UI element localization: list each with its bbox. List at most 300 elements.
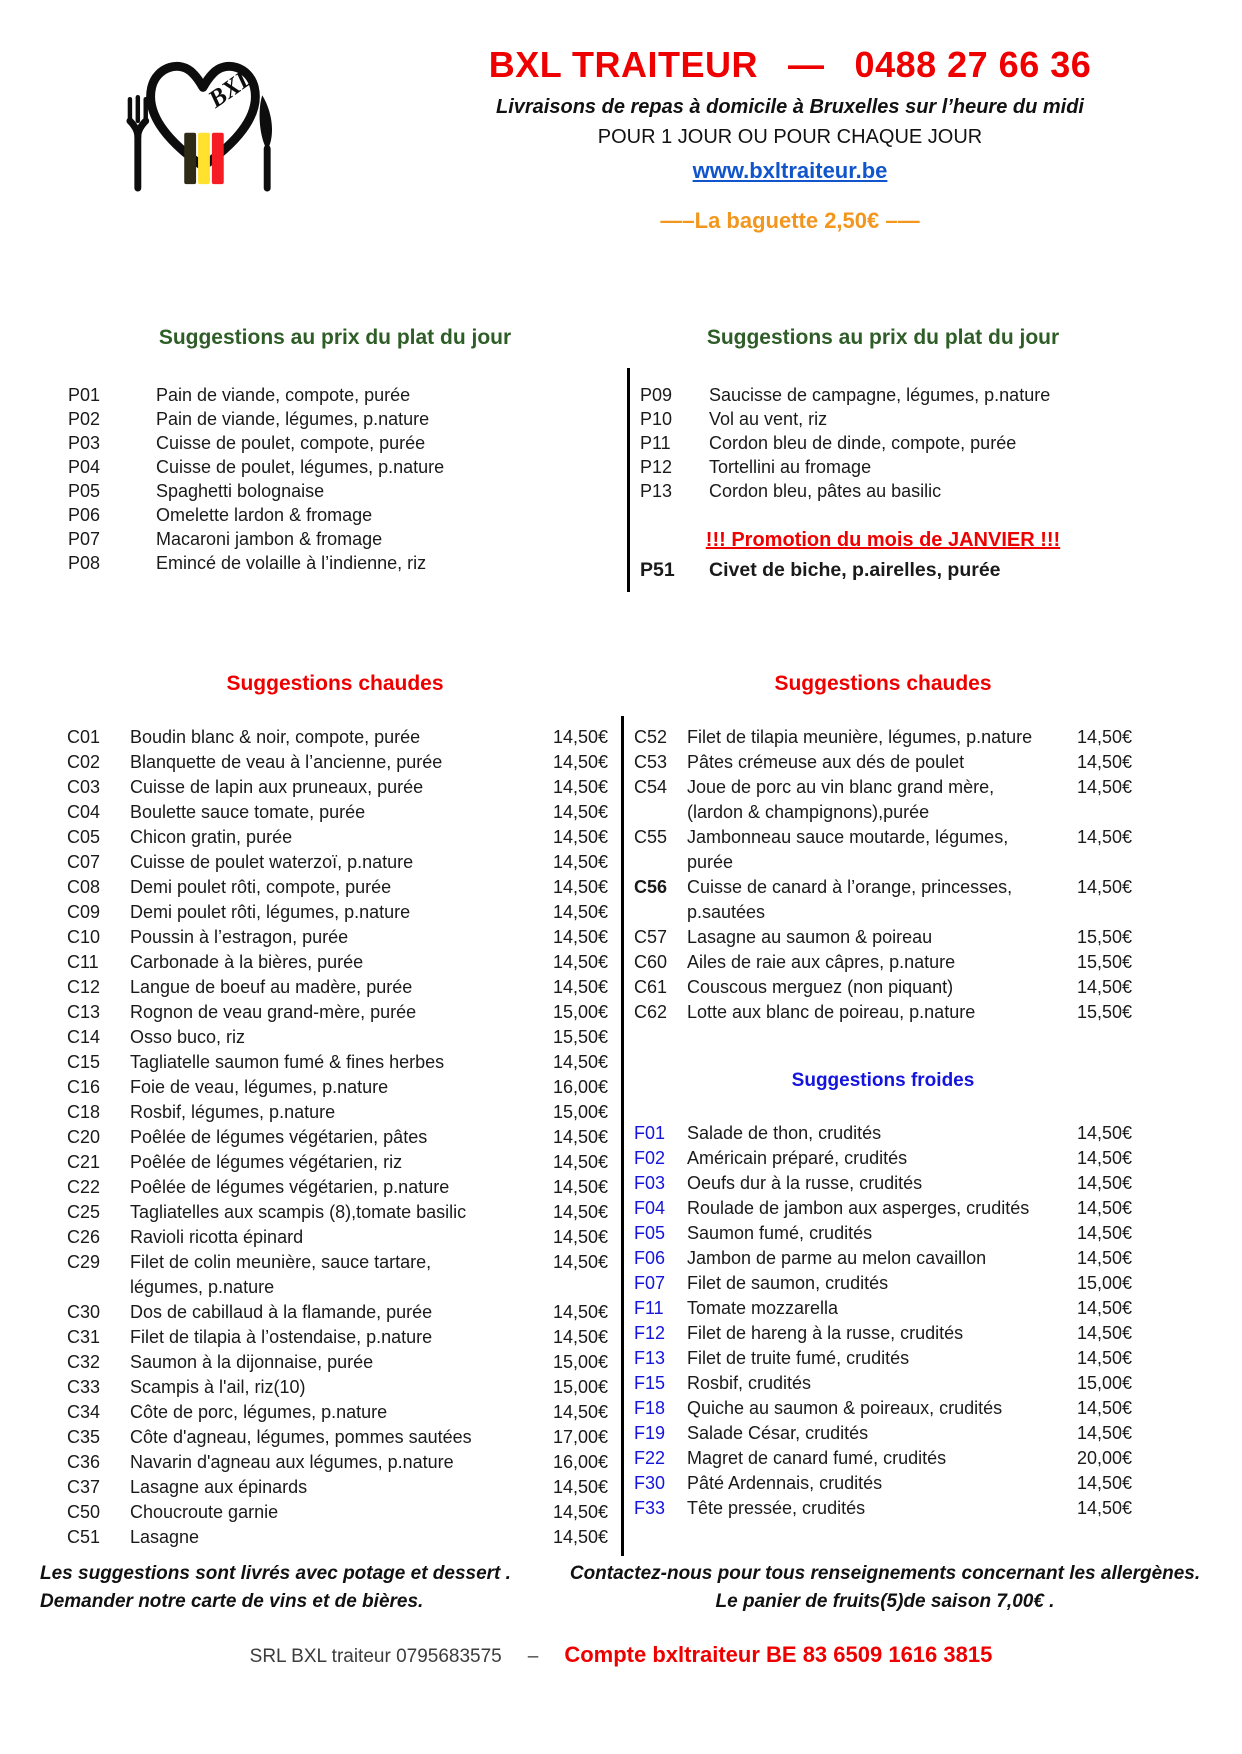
item-price: 14,50€ [552,927,608,947]
item-name [687,1196,1058,1221]
item-code: C13 [67,1002,101,1022]
item-code: C52 [634,727,668,747]
promo-heading: !!! Promotion du mois de JANVIER !!! [705,529,1061,551]
menu-item-row [62,1225,608,1250]
item-name-line1: Civet de biche, p.airelles, purée [709,559,1001,581]
item-code: F18 [634,1398,666,1418]
item-name [709,383,1132,407]
menu-item-row [634,1146,1132,1171]
item-name-line1: Salade de thon, crudités [687,1123,882,1143]
item-name-line1: Pain de viande, compote, purée [156,385,411,405]
item-name [130,800,534,825]
note-line: Les suggestions sont livrés avec potage et dessert . [40,1563,511,1584]
menu-item-row [634,1000,1132,1025]
item-code: F22 [634,1448,666,1468]
item-name-line1: Filet de colin meunière, sauce tartare, [130,1252,432,1272]
item-name [687,1271,1058,1296]
item-code: C34 [67,1402,101,1422]
item-name-line1: Lasagne [130,1527,200,1547]
brand-name: BXL TRAITEUR [488,44,759,85]
item-price: 14,50€ [552,802,608,822]
item-name [687,950,1058,975]
item-name [709,431,1132,455]
item-code: F19 [634,1423,666,1443]
menu-item-row [62,925,608,950]
item-price: 14,50€ [1076,752,1132,772]
menu-item-row [634,875,1132,925]
item-price: 14,50€ [1076,777,1132,797]
item-code: C14 [67,1027,101,1047]
item-price: 14,50€ [552,727,608,747]
item-code: C61 [634,977,668,997]
menu-item-row [62,1450,608,1475]
menu-item-row [62,1375,608,1400]
menu-item-row [62,725,608,750]
baguette-note: —–La baguette 2,50€ –— [660,208,920,233]
menu-item-row [634,1246,1132,1271]
item-name [687,1221,1058,1246]
item-code: C30 [67,1302,101,1322]
section-heading: Suggestions au prix du plat du jour [158,326,512,349]
item-price: 14,50€ [1076,977,1132,997]
item-name-line1: Lasagne aux épinards [130,1477,308,1497]
item-price: 14,50€ [1076,1123,1132,1143]
menu-item-row [634,825,1132,875]
item-name-line1: Lotte aux blanc de poireau, p.nature [687,1002,976,1022]
bank-account: Compte bxltraiteur BE 83 6509 1616 3815 [564,1642,993,1667]
item-name-line1: Rosbif, légumes, p.nature [130,1102,336,1122]
item-name-line1: Choucroute garnie [130,1502,279,1522]
item-name [130,975,534,1000]
item-name [130,1125,534,1150]
menu-item-row [62,1425,608,1450]
item-code: C29 [67,1252,101,1272]
title-dash: — [788,44,825,85]
menu-item-row [62,900,608,925]
item-name-line2: (lardon & champignons),purée [687,802,930,822]
phone-number: 0488 27 66 36 [854,44,1092,85]
item-price: 15,00€ [1076,1373,1132,1393]
item-name [687,1121,1058,1146]
item-name [130,1300,534,1325]
item-code: F33 [634,1498,666,1518]
menu-item-row [62,551,608,575]
item-name-line2: légumes, p.nature [130,1277,275,1297]
item-name-line1: Poêlée de légumes végétarien, p.nature [130,1177,450,1197]
item-code: F02 [634,1148,666,1168]
item-name-line1: Cuisse de poulet, compote, purée [156,433,426,453]
item-price: 15,50€ [1076,927,1132,947]
menu-item-row [634,1346,1132,1371]
item-price: 14,50€ [552,1527,608,1547]
menu-item-row [62,875,608,900]
menu-item-row [634,750,1132,775]
subtitle: Livraisons de repas à domicile à Bruxelles sur l’heure du midi [496,96,1084,118]
item-name-line1: Langue de boeuf au madère, purée [130,977,413,997]
item-code: C32 [67,1352,101,1372]
item-price: 14,50€ [1076,1398,1132,1418]
item-name-line1: Tortellini au fromage [709,457,872,477]
item-code: C22 [67,1177,101,1197]
menu-item-row [62,1200,608,1225]
item-price: 16,00€ [552,1077,608,1097]
item-name-line1: Filet de truite fumé, crudités [687,1348,910,1368]
item-name-line1: Tagliatelle saumon fumé & fines herbes [130,1052,445,1072]
menu-item-row [62,1075,608,1100]
item-price: 14,50€ [552,877,608,897]
item-name [130,1000,534,1025]
item-name-line1: Roulade de jambon aux asperges, crudités [687,1198,1030,1218]
item-name [130,1075,534,1100]
menu-item-row [634,1396,1132,1421]
item-code: C02 [67,752,101,772]
menu-item-row [634,1196,1132,1221]
menu-item-row [634,1421,1132,1446]
item-code: C26 [67,1227,101,1247]
menu-item-row [634,1471,1132,1496]
item-code: C15 [67,1052,101,1072]
page-title [340,44,1240,86]
item-code: C16 [67,1077,101,1097]
menu-item-row [634,431,1132,455]
item-name [156,431,608,455]
item-code: C20 [67,1127,101,1147]
item-name-line1: Spaghetti bolognaise [156,481,325,501]
item-name-line1: Rognon de veau grand-mère, purée [130,1002,417,1022]
note-line: Contactez-nous pour tous renseignements concernant les allergènes. [569,1563,1201,1584]
item-name-line1: Scampis à l'ail, riz(10) [130,1377,306,1397]
item-name-line1: Demi poulet rôti, légumes, p.nature [130,902,411,922]
bxl-logo-graphic [124,38,282,196]
item-name-line1: Dos de cabillaud à la flamande, purée [130,1302,433,1322]
item-name-line1: Filet de tilapia à l’ostendaise, p.nature [130,1327,433,1347]
item-name-line1: Quiche au saumon & poireaux, crudités [687,1398,1003,1418]
section-heading: Suggestions chaudes [226,672,444,695]
item-price: 15,50€ [1076,1002,1132,1022]
item-price: 14,50€ [1076,1323,1132,1343]
item-price: 14,50€ [552,1327,608,1347]
item-name [709,557,1132,584]
item-price: 14,50€ [1076,1223,1132,1243]
chaudes-right-list [634,725,1132,1025]
item-name [130,1225,534,1250]
item-name [130,1025,534,1050]
item-name-line1: Tomate mozzarella [687,1298,839,1318]
promo-list [634,557,1132,584]
item-code: C51 [67,1527,101,1547]
item-price: 14,50€ [1076,1298,1132,1318]
item-price: 14,50€ [552,1227,608,1247]
item-code: C37 [67,1477,101,1497]
item-price: 17,00€ [552,1427,608,1447]
item-code: C57 [634,927,668,947]
item-name-line2: purée [687,852,734,872]
fork-icon [130,97,146,188]
item-price: 15,00€ [552,1352,608,1372]
item-code: P10 [640,409,673,429]
item-name [687,1471,1058,1496]
logo-text: BXL [203,63,259,114]
menu-item-row [62,950,608,975]
item-code: C31 [67,1327,101,1347]
menu-item-row [62,1300,608,1325]
item-name-line1: Côte de porc, légumes, p.nature [130,1402,388,1422]
item-code: C10 [67,927,101,947]
menu-item-row [62,1475,608,1500]
menu-item-row [62,1100,608,1125]
item-name [130,1325,534,1350]
item-name-line1: Osso buco, riz [130,1027,246,1047]
item-name [130,1100,534,1125]
section-heading: Suggestions chaudes [774,672,992,695]
item-name [130,775,534,800]
item-price: 14,50€ [1076,1473,1132,1493]
item-code: P01 [68,385,101,405]
item-name [130,1475,534,1500]
item-name [687,750,1058,775]
item-code: C01 [67,727,101,747]
item-code: F15 [634,1373,666,1393]
item-code: F07 [634,1273,666,1293]
item-price: 20,00€ [1076,1448,1132,1468]
item-price: 14,50€ [1076,1423,1132,1443]
knife-icon [260,95,272,188]
menu-item-row [62,407,608,431]
tagline: POUR 1 JOUR OU POUR CHAQUE JOUR [597,126,983,148]
item-name [687,1446,1058,1471]
menu-item-row [62,383,608,407]
menu-item-row [62,1500,608,1525]
item-name [130,1175,534,1200]
item-code: C33 [67,1377,101,1397]
item-name [687,1421,1058,1446]
item-name [687,1321,1058,1346]
item-name [130,1525,534,1550]
item-price: 15,00€ [552,1002,608,1022]
item-code: P04 [68,457,101,477]
item-name-line1: Blanquette de veau à l’ancienne, purée [130,752,443,772]
section-plat-du-jour-left [62,326,608,575]
item-name [130,825,534,850]
item-name [687,1396,1058,1421]
menu-item-row [62,1150,608,1175]
item-name [687,725,1058,750]
menu-item-row [62,503,608,527]
item-name-line1: Magret de canard fumé, crudités [687,1448,947,1468]
item-code: C35 [67,1427,101,1447]
menu-item-row [62,1525,608,1550]
item-name-line1: Saumon fumé, crudités [687,1223,873,1243]
item-name [687,1496,1058,1521]
item-code: F04 [634,1198,666,1218]
menu-item-row [634,725,1132,750]
item-name [130,1150,534,1175]
item-code: P02 [68,409,101,429]
website-link[interactable]: www.bxltraiteur.be [692,158,888,183]
item-name-line1: Pâté Ardennais, crudités [687,1473,883,1493]
item-name [709,407,1132,431]
item-price: 14,50€ [552,1127,608,1147]
footer-bottom-line [0,1642,1242,1668]
item-code: P11 [640,433,671,453]
item-code: F11 [634,1298,664,1318]
section-chaudes-right [634,672,1132,1521]
item-name-line1: Poêlée de légumes végétarien, pâtes [130,1127,428,1147]
item-name-line1: Jambonneau sauce moutarde, légumes, [687,827,1009,847]
item-name [687,1296,1058,1321]
section-heading: Suggestions au prix du plat du jour [706,326,1060,349]
item-name [687,1246,1058,1271]
item-name [130,750,534,775]
item-name [687,825,1058,875]
item-code: C12 [67,977,101,997]
item-price: 14,50€ [1076,1248,1132,1268]
item-name [130,1200,534,1225]
item-code: C62 [634,1002,668,1022]
item-name-line1: Pain de viande, légumes, p.nature [156,409,430,429]
item-name [156,551,608,575]
item-code: P09 [640,385,673,405]
item-name-line1: Côte d'agneau, légumes, pommes sautées [130,1427,472,1447]
item-name-line1: Foie de veau, légumes, p.nature [130,1077,389,1097]
item-name-line1: Cuisse de poulet, légumes, p.nature [156,457,445,477]
item-name-line1: Poussin à l’estragon, purée [130,927,349,947]
menu-item-row [62,850,608,875]
menu-item-row [62,1400,608,1425]
item-name-line1: Boudin blanc & noir, compote, purée [130,727,421,747]
item-name [687,925,1058,950]
item-name [130,850,534,875]
menu-item-row [634,1496,1132,1521]
menu-item-row [62,1350,608,1375]
header [340,44,1240,234]
item-name-line1: Tagliatelles aux scampis (8),tomate basilic [130,1202,467,1222]
item-name-line1: Ailes de raie aux câpres, p.nature [687,952,956,972]
menu-item-row [62,1000,608,1025]
item-name-line1: Poêlée de légumes végétarien, riz [130,1152,403,1172]
menu-item-row [62,1125,608,1150]
item-name-line1: Omelette lardon & fromage [156,505,373,525]
item-name [130,900,534,925]
menu-item-row [62,1325,608,1350]
item-price: 14,50€ [1076,1498,1132,1518]
item-price: 14,50€ [552,1477,608,1497]
item-code: P08 [68,553,101,573]
item-code: F13 [634,1348,666,1368]
item-name [130,925,534,950]
note-line: Le panier de fruits(5)de saison 7,00€ . [715,1591,1055,1612]
item-code: C09 [67,902,101,922]
item-code: C18 [67,1102,101,1122]
item-name [687,1371,1058,1396]
item-name [130,1450,534,1475]
item-code: C07 [67,852,101,872]
item-name [130,875,534,900]
plat-right-list [634,383,1132,503]
item-code: C04 [67,802,101,822]
section-plat-du-jour-right [634,326,1132,584]
item-name [687,775,1058,825]
item-name-line1: Rosbif, crudités [687,1373,812,1393]
item-code: P12 [640,457,673,477]
menu-item-row [634,1296,1132,1321]
item-price: 14,50€ [552,1252,608,1272]
item-code: C56 [634,877,668,897]
item-name-line1: Cuisse de canard à l’orange, princesses, [687,877,1013,897]
menu-item-row [62,975,608,1000]
menu-item-row [634,950,1132,975]
item-price: 14,50€ [1076,1198,1132,1218]
item-name [130,1350,534,1375]
item-name [687,1146,1058,1171]
menu-item-row [634,775,1132,825]
item-name [130,1400,534,1425]
item-name [130,1500,534,1525]
item-code: C03 [67,777,101,797]
footer-note-right [545,1560,1225,1616]
item-name-line1: Filet de hareng à la russe, crudités [687,1323,964,1343]
menu-item-row [62,431,608,455]
item-price: 14,50€ [552,952,608,972]
item-code: F12 [634,1323,666,1343]
item-name-line1: Saumon à la dijonnaise, purée [130,1352,374,1372]
item-name-line1: Macaroni jambon & fromage [156,529,383,549]
menu-item-row [62,825,608,850]
item-code: F05 [634,1223,666,1243]
item-price: 16,00€ [552,1452,608,1472]
menu-item-row [634,455,1132,479]
item-name-line1: Joue de porc au vin blanc grand mère, [687,777,995,797]
menu-item-row [62,775,608,800]
menu-item-row [62,1250,608,1300]
item-code: C08 [67,877,101,897]
item-name-line2: p.sautées [687,902,766,922]
item-name-line1: Cordon bleu, pâtes au basilic [709,481,942,501]
menu-item-row [634,1446,1132,1471]
menu-item-row [62,1025,608,1050]
item-price: 15,50€ [552,1027,608,1047]
item-price: 14,50€ [552,827,608,847]
menu-item-row [62,455,608,479]
item-price: 14,50€ [1076,877,1132,897]
item-name [709,455,1132,479]
item-price: 14,50€ [1076,827,1132,847]
menu-item-row [634,407,1132,431]
item-name [130,1375,534,1400]
item-code: C21 [67,1152,101,1172]
item-name-line1: Américain préparé, crudités [687,1148,908,1168]
item-code: P51 [640,559,675,581]
menu-item-row [634,1171,1132,1196]
item-code: P05 [68,481,101,501]
menu-item-row [62,1175,608,1200]
item-name-line1: Lasagne au saumon & poireau [687,927,933,947]
item-price: 14,50€ [552,1152,608,1172]
item-price: 14,50€ [1076,1173,1132,1193]
footer-dash: – [527,1646,539,1667]
froides-list [634,1121,1132,1521]
company-info: SRL BXL traiteur 0795683575 [249,1646,502,1667]
item-name-line1: Couscous merguez (non piquant) [687,977,954,997]
item-name-line1: Emincé de volaille à l’indienne, riz [156,553,427,573]
menu-item-row [634,1321,1132,1346]
section-chaudes-left [62,672,608,1550]
item-price: 14,50€ [552,977,608,997]
item-name-line1: Saucisse de campagne, légumes, p.nature [709,385,1051,405]
item-code: C36 [67,1452,101,1472]
item-code: P13 [640,481,673,501]
item-price: 14,50€ [552,1302,608,1322]
